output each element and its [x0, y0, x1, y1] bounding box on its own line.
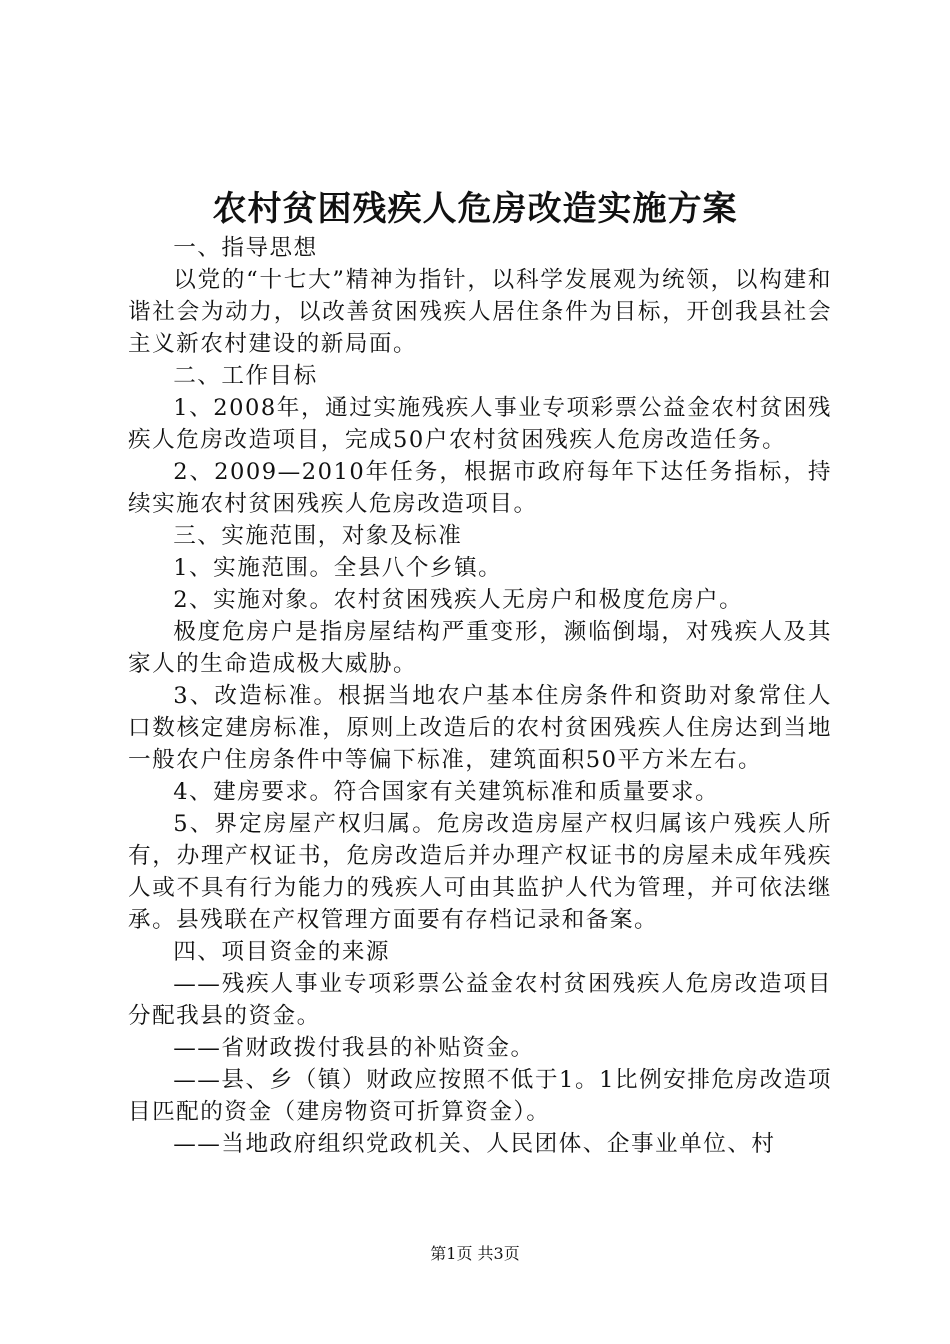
page-number-footer: 第1页 共3页 [430, 1244, 520, 1263]
document-body [128, 232, 832, 1160]
document-title: 农村贫困残疾人危房改造实施方案 [212, 189, 738, 229]
paragraph: 3、改造标准。根据当地农户基本住房条件和资助对象常住人口数核定建房标准，原则上改造后的农村贫困残疾人住房达到当地一般农户住房条件中等偏下标准，建筑面积50平方米左右。 [128, 683, 832, 773]
section-heading: 二、工作目标 [173, 363, 318, 389]
section-heading: 三、实施范围，对象及标准 [173, 523, 463, 549]
paragraph: 4、建房要求。符合国家有关建筑标准和质量要求。 [173, 779, 720, 805]
paragraph: ——省财政拨付我县的补贴资金。 [173, 1035, 535, 1061]
section-heading: 四、项目资金的来源 [173, 939, 391, 965]
paragraph: 1、2008年，通过实施残疾人事业专项彩票公益金农村贫困残疾人危房改造项目，完成50户农村贫困残疾人危房改造任务。 [128, 395, 832, 453]
paragraph: 2、实施对象。农村贫困残疾人无房户和极度危房户。 [173, 587, 744, 613]
section-heading: 一、指导思想 [173, 235, 318, 261]
paragraph: 1、实施范围。全县八个乡镇。 [173, 555, 503, 581]
paragraph: ——当地政府组织党政机关、人民团体、企事业单位、村 [173, 1131, 776, 1157]
paragraph: 极度危房户是指房屋结构严重变形，濒临倒塌，对残疾人及其家人的生命造成极大威胁。 [128, 619, 832, 677]
paragraph: 5、界定房屋产权归属。危房改造房屋产权归属该户残疾人所有，办理产权证书，危房改造后并办理产权证书的房屋未成年残疾人或不具有行为能力的残疾人可由其监护人代为管理，并可依法继承。县残联在产权管理方面要有存档记录和备案。 [128, 811, 832, 933]
paragraph: 2、2009—2010年任务，根据市政府每年下达任务指标，持续实施农村贫困残疾人危房改造项目。 [128, 459, 832, 517]
paragraph: ——残疾人事业专项彩票公益金农村贫困残疾人危房改造项目分配我县的资金。 [128, 971, 832, 1029]
paragraph: ——县、乡（镇）财政应按照不低于1。1比例安排危房改造项目匹配的资金（建房物资可折算资金）。 [128, 1067, 832, 1125]
paragraph: 以党的“十七大”精神为指针，以科学发展观为统领，以构建和谐社会为动力，以改善贫困残疾人居住条件为目标，开创我县社会主义新农村建设的新局面。 [128, 267, 832, 357]
